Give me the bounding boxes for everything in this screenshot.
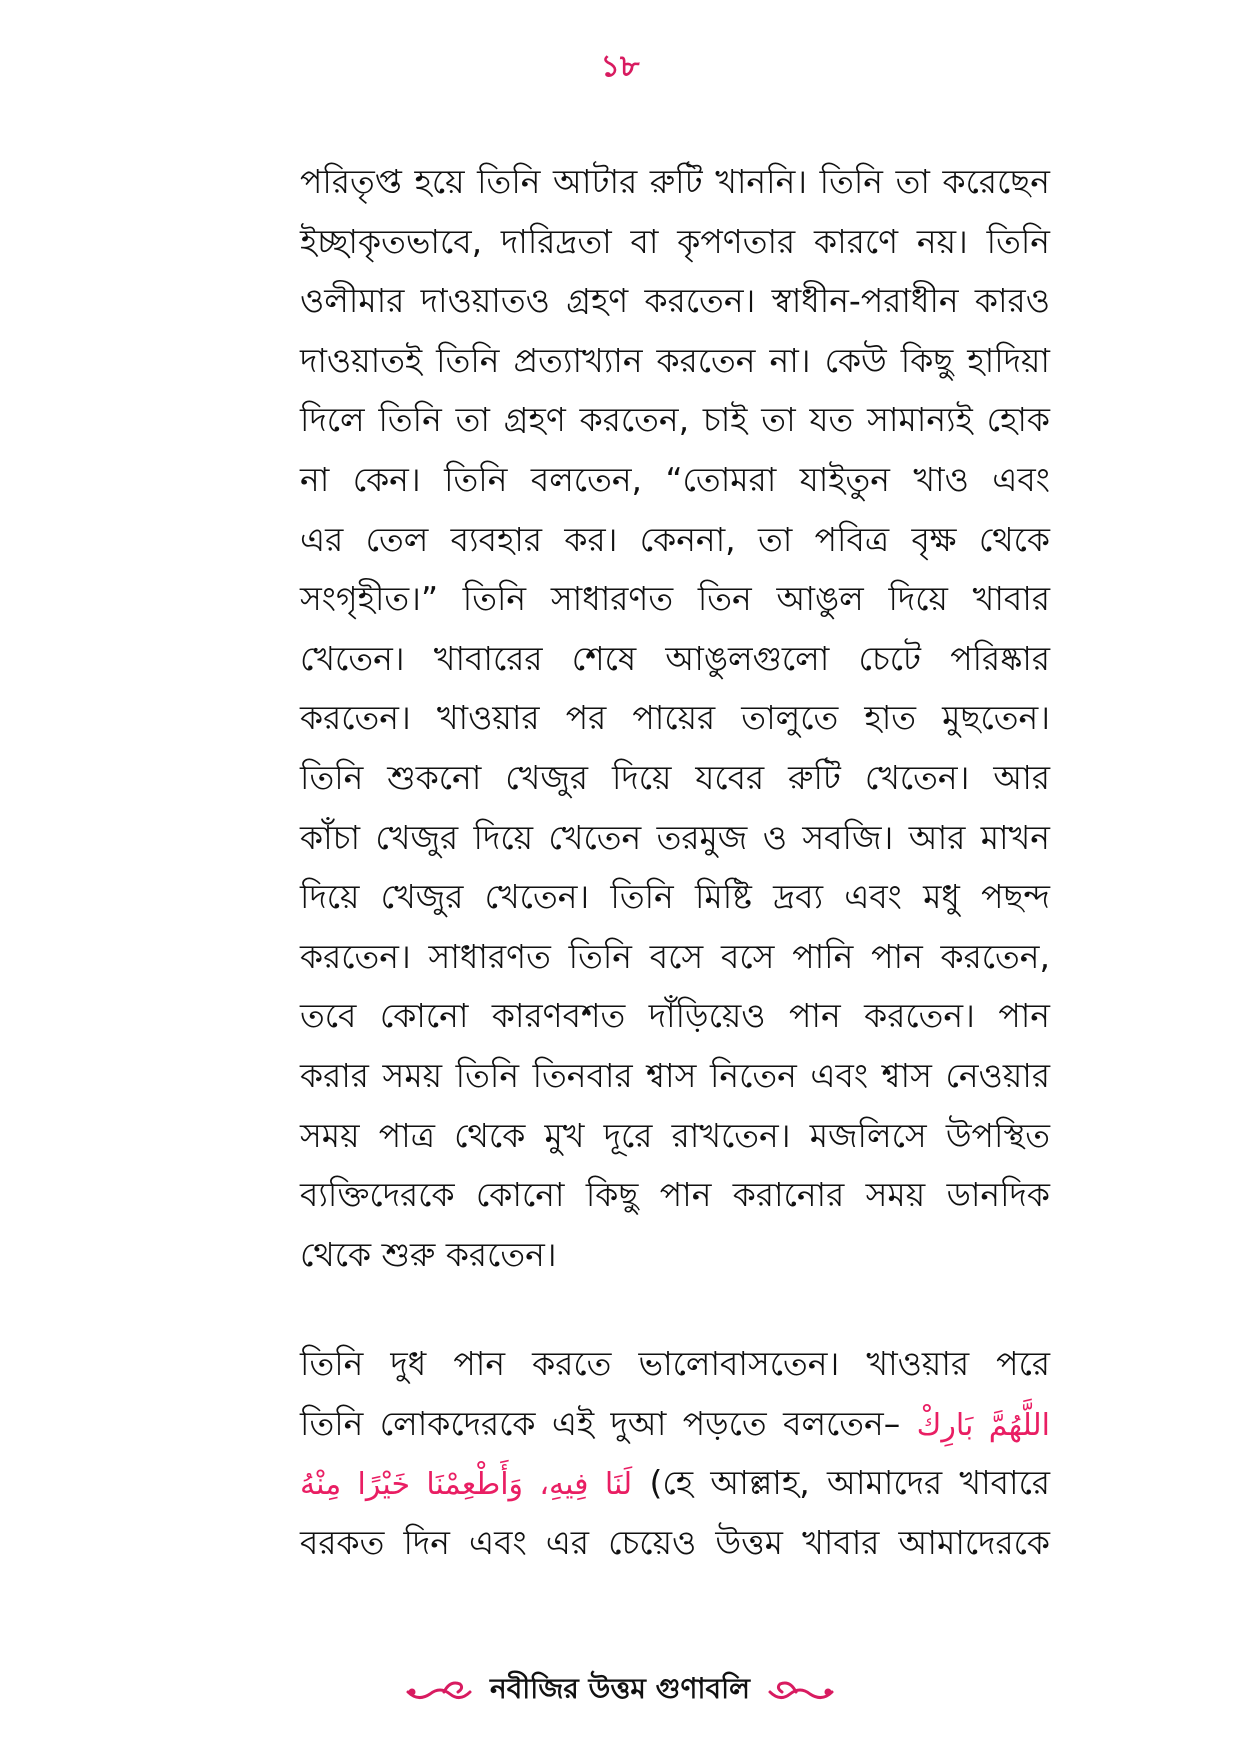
text-line: ইচ্ছাকৃতভাবে, দারিদ্রতা বা কৃপণতার কারণে নয়। তিনি [300, 221, 1050, 261]
text-line: দিয়ে খেজুর খেতেন। তিনি মিষ্টি দ্রব্য এবং মধু পছন্দ [300, 877, 1050, 917]
text-line: তিনি শুকনো খেজুর দিয়ে যবের রুটি খেতেন। আর [300, 757, 1050, 797]
text-line: পরিতৃপ্ত হয়ে তিনি আটার রুটি খাননি। তিনি তা করেছেন [300, 162, 1050, 201]
text-line: সময় পাত্র থেকে মুখ দূরে রাখতেন। মজলিসে উপস্থিত [300, 1115, 1050, 1155]
text-line: করার সময় তিনি তিনবার শ্বাস নিতেন এবং শ্বাস নেওয়ার [300, 1055, 1050, 1095]
paragraph-gap [300, 1284, 1050, 1334]
body-text [300, 152, 1050, 1573]
text-line: না কেন। তিনি বলতেন, “তোমরা যাইতুন খাও এবং [300, 459, 1050, 499]
text-line: থেকে শুরু করতেন। [300, 1234, 557, 1274]
paragraph-1 [300, 152, 1050, 1284]
dua-intro-text: তিনি লোকদেরকে এই দুআ পড়তে বলতেন– [300, 1403, 901, 1443]
footer-book-title: নবীজির উত্তম গুণাবলি [490, 1671, 750, 1705]
arabic-dua-part-2: لَنَا فِيهِ، وَأَطْعِمْنَا خَيْرًا مِنْهُ [300, 1467, 633, 1503]
text-line: তিনি দুধ পান করতে ভালোবাসতেন। খাওয়ার পরে [300, 1344, 1050, 1384]
footer [0, 1665, 1240, 1715]
text-line: কাঁচা খেজুর দিয়ে খেতেন তরমুজ ও সবজি। আর মাখন [300, 817, 1050, 857]
text-line-with-dua [300, 1394, 1050, 1454]
text-line: ব্যক্তিদেরকে কোনো কিছু পান করানোর সময় ডানদিক [300, 1175, 1050, 1215]
dua-translation-text: (হে আল্লাহ, আমাদের খাবারে [649, 1463, 1050, 1503]
text-line: খেতেন। খাবারের শেষে আঙুলগুলো চেটে পরিষ্কার [300, 638, 1050, 678]
text-line: এর তেল ব্যবহার কর। কেননা, তা পবিত্র বৃক্ষ থেকে [300, 519, 1050, 559]
text-line: দিলে তিনি তা গ্রহণ করতেন, চাই তা যত সামান্যই হোক [300, 400, 1050, 440]
text-line: তবে কোনো কারণবশত দাঁড়িয়েও পান করতেন। পান [300, 996, 1050, 1036]
page-number: ১৮ [600, 49, 640, 84]
arabic-dua-part-1: اللَّهُمَّ بَارِكْ [916, 1407, 1050, 1443]
text-line: করতেন। খাওয়ার পর পায়ের তালুতে হাত মুছতেন। [300, 698, 1050, 738]
text-line: করতেন। সাধারণত তিনি বসে বসে পানি পান করতেন, [300, 936, 1050, 976]
text-line: ওলীমার দাওয়াতও গ্রহণ করতেন। স্বাধীন-পরাধীন কারও [300, 281, 1050, 321]
text-line: দাওয়াতই তিনি প্রত্যাখ্যান করতেন না। কেউ কিছু হাদিয়া [300, 340, 1050, 380]
text-line-with-dua [300, 1453, 1050, 1513]
right-ornament-icon [766, 1672, 836, 1708]
text-line: সংগৃহীত।” তিনি সাধারণত তিন আঙুল দিয়ে খাবার [300, 579, 1050, 619]
text-line: বরকত দিন এবং এর চেয়েও উত্তম খাবার আমাদেরকে [300, 1523, 1050, 1563]
paragraph-2 [300, 1334, 1050, 1572]
left-ornament-icon [404, 1672, 474, 1708]
